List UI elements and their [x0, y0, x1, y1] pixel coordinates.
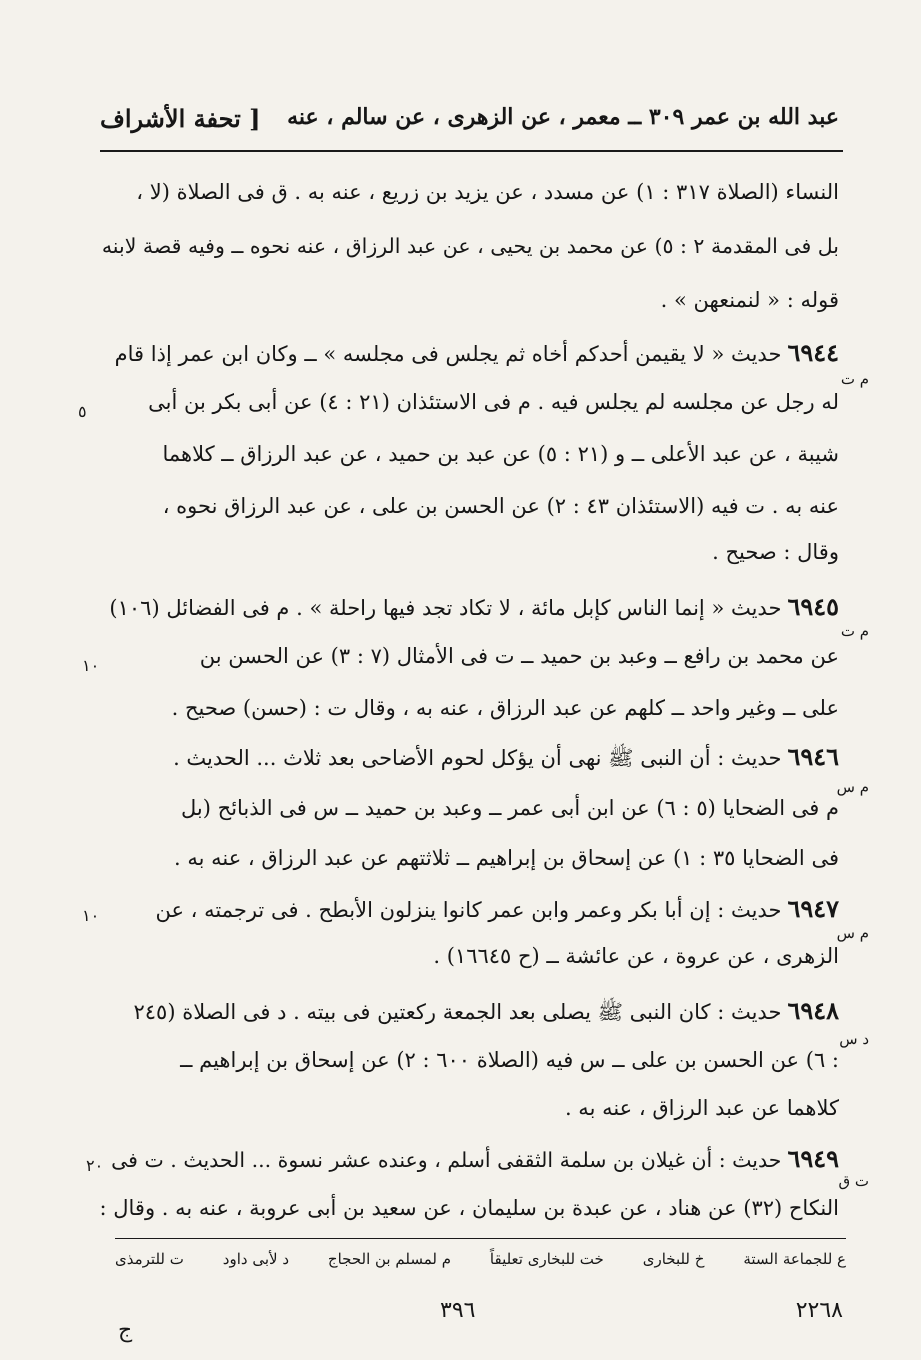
text-line: كلاهما عن عبد الرزاق ، عنه به . [564, 1096, 839, 1120]
text-line: عن محمد بن رافع ــ وعبد بن حميد ــ ت فى الأمثال (٧ : ٣) عن الحسن بن [199, 644, 839, 668]
text-line: له رجل عن مجلسه لم يجلس فيه . م فى الاستئذان (٢١ : ٤) عن أبى بكر بن أبى [148, 390, 839, 414]
source-symbol: م س [836, 924, 869, 942]
text-line: قوله : « لنمنعهن » . [660, 288, 839, 312]
text-line: : ٦) عن الحسن بن على ــ س فيه (الصلاة ٦٠٠ : ٢) عن إسحاق بن إبراهيم ــ [180, 1048, 839, 1072]
margin-line-number: ٥ [78, 402, 87, 421]
source-symbol: م ت [840, 370, 869, 388]
hadith-number: ٦٩٤٨ [787, 996, 839, 1025]
hadith-entry-first-line [109, 592, 839, 621]
hadith-entry-first-line [115, 338, 839, 367]
hadith-entry-first-line [155, 894, 839, 923]
margin-line-number: ٢٠ [86, 1156, 104, 1175]
hadith-entry-first-line [173, 742, 839, 776]
hadith-entry-first-line [111, 1144, 839, 1173]
legend-item: ع للجماعة الستة [743, 1250, 846, 1268]
text-line: حديث « إنما الناس كإبل مائة ، لا تكاد تجد فيها راحلة » . م فى الفضائل (١٠٦) [109, 596, 782, 620]
text-line: النكاح (٣٢) عن هناد ، عن عبدة بن سليمان ، عن سعيد بن أبى عروبة ، عنه به . وقال : [99, 1196, 839, 1220]
hadith-number: ٦٩٤٤ [787, 338, 839, 367]
source-symbol: ت ق [838, 1172, 869, 1190]
text-line: حديث : كان النبى ﷺ يصلى بعد الجمعة ركعتين فى بيته . د فى الصلاة (٢٤٥ [133, 1000, 782, 1024]
legend-item: ت للترمذى [115, 1250, 184, 1268]
hadith-number: ٦٩٤٧ [787, 894, 839, 923]
margin-line-number: ١٠ [82, 906, 100, 925]
footer-rule [115, 1238, 846, 1239]
source-symbol: م ت [840, 622, 869, 640]
running-header: عبد الله بن عمر ٣٠٩ ــ معمر ، عن الزهرى ، عن سالم ، عنه [287, 104, 839, 130]
text-line: حديث : أن غيلان بن سلمة الثقفى أسلم ، وعنده عشر نسوة ... الحديث . ت فى [111, 1148, 782, 1172]
legend-item: م لمسلم بن الحجاج [327, 1250, 452, 1268]
text-line: حديث « لا يقيمن أحدكم أخاه ثم يجلس فى مجلسه » ــ وكان ابن عمر إذا قام [114, 342, 782, 366]
hadith-entry-first-line [134, 996, 840, 1030]
text-line: شيبة ، عن عبد الأعلى ــ و (٢١ : ٥) عن عبد بن حميد ، عن عبد الرزاق ــ كلاهما [162, 442, 839, 466]
header-rule [100, 150, 843, 152]
signature-mark: ج [118, 1318, 133, 1343]
text-line: حديث : أن النبى ﷺ نهى أن يؤكل لحوم الأضاحى بعد ثلاث ... الحديث . [173, 746, 782, 770]
abbreviation-legend [115, 1250, 846, 1268]
text-line: حديث : إن أبا بكر وعمر وابن عمر كانوا ينزلون الأبطح . فى ترجمته ، عن [155, 898, 782, 922]
margin-line-number: ١٠ [82, 656, 100, 675]
hadith-number: ٦٩٤٥ [787, 592, 839, 621]
text-line: الزهرى ، عن عروة ، عن عائشة ــ (ح ١٦٦٤٥) . [433, 944, 839, 968]
source-symbol: د س [839, 1030, 869, 1048]
legend-item: خت للبخارى تعليقاً [489, 1250, 604, 1268]
hadith-number: ٦٩٤٩ [787, 1144, 839, 1173]
text-line: عنه به . ت فيه (الاستئذان ٤٣ : ٢) عن الحسن بن على ، عن عبد الرزاق نحوه ، [162, 494, 839, 518]
legend-item: د لأبى داود [222, 1250, 289, 1268]
text-line: فى الضحايا ٣٥ : ١) عن إسحاق بن إبراهيم ــ ثلاثتهم عن عبد الرزاق ، عنه به . [173, 846, 839, 870]
source-symbol: م س [836, 778, 869, 796]
hadith-number: ٦٩٤٦ [787, 742, 839, 771]
text-line: النساء (الصلاة ٣١٧ : ١) عن مسدد ، عن يزيد بن زريع ، عنه به . ق فى الصلاة (لا ، [136, 180, 839, 204]
text-line: م فى الضحايا (٥ : ٦) عن ابن أبى عمر ــ وعبد بن حميد ــ س فى الذبائح (بل [181, 796, 839, 820]
book-title: [ تحفة الأشراف [100, 104, 261, 133]
page-number: ٣٩٦ [440, 1298, 476, 1323]
legend-item: خ للبخارى [642, 1250, 705, 1268]
text-line: على ــ وغير واحد ــ كلهم عن عبد الرزاق ، عنه به ، وقال ت : (حسن) صحيح . [171, 696, 839, 720]
text-line: وقال : صحيح . [712, 540, 839, 564]
text-line: بل فى المقدمة ٢ : ٥) عن محمد بن يحيى ، عن عبد الرزاق ، عنه نحوه ــ وفيه قصة لابنه [101, 234, 839, 258]
volume-page-number: ٢٢٦٨ [795, 1298, 843, 1323]
